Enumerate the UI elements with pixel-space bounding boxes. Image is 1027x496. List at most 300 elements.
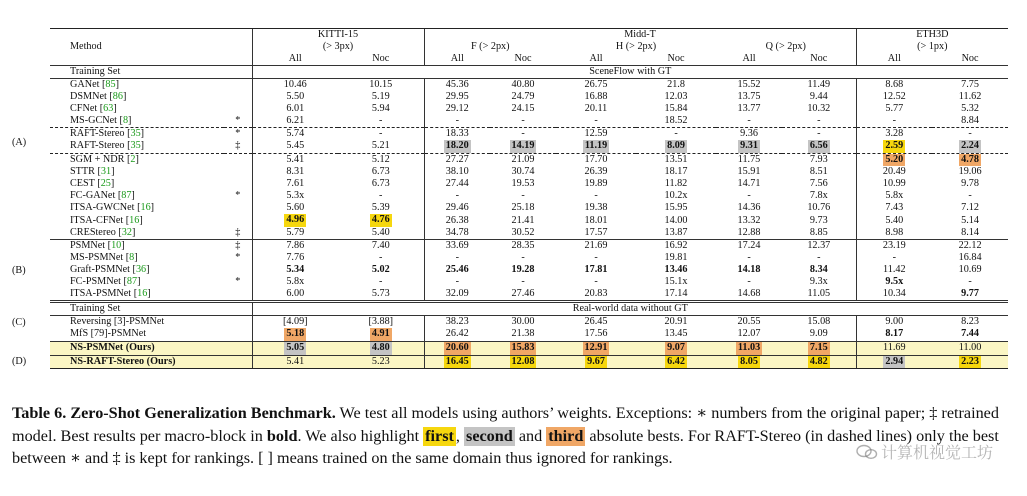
- group-label-a: (A): [12, 136, 27, 148]
- marker: [224, 214, 252, 227]
- value: 24.15: [511, 102, 535, 114]
- method-label: NS-PSMNet (Ours): [70, 342, 155, 354]
- value-cell: [424, 252, 490, 264]
- value-cell: [490, 288, 556, 302]
- value-cell: [252, 227, 338, 240]
- value: -: [521, 252, 525, 263]
- value-cell: [252, 341, 338, 355]
- value: 19.06: [958, 166, 982, 178]
- value-cell: [338, 316, 424, 329]
- value: 23.19: [882, 240, 906, 251]
- table-row: [50, 214, 1008, 227]
- value: 7.76: [286, 252, 305, 263]
- method-name: ITSA-GWCNet [16]: [70, 202, 155, 214]
- value: 19.53: [511, 178, 535, 190]
- value: 5.50: [286, 90, 305, 102]
- value-cell: [338, 153, 424, 166]
- value: 5.34: [286, 264, 305, 275]
- method-name: CEST [25]: [70, 178, 115, 190]
- citation-link[interactable]: 87: [126, 276, 138, 287]
- value-cell: [338, 91, 424, 103]
- value-cell: [556, 276, 636, 288]
- value-cell: [490, 153, 556, 166]
- value: -: [892, 252, 897, 263]
- value-cell: [424, 91, 490, 103]
- value-cell: [490, 328, 556, 341]
- value-cell: [252, 103, 338, 115]
- value-cell: [716, 252, 782, 264]
- table-row: [50, 202, 1008, 214]
- value: 9.67: [587, 355, 605, 367]
- header-noc: Noc: [338, 53, 424, 66]
- value-cell: [716, 115, 782, 128]
- value: 45.36: [445, 78, 469, 90]
- citation-link[interactable]: 10: [111, 240, 122, 251]
- method-name: MS-GCNet [8]: [50, 115, 224, 128]
- value-cell: [252, 178, 338, 190]
- value: 8.51: [809, 166, 828, 178]
- method-label: FC-PSMNet: [70, 276, 121, 287]
- header-method: Method: [70, 40, 102, 52]
- value-cell: [856, 316, 932, 329]
- value-cell: [636, 288, 716, 302]
- caption-title: Zero-Shot Generalization Benchmark.: [70, 404, 336, 422]
- value: 5.02: [371, 264, 390, 275]
- method-label: MfS [79]-PSMNet: [70, 328, 147, 340]
- table-row: [50, 341, 1008, 355]
- value: 15.84: [664, 102, 688, 114]
- value: 10.99: [882, 178, 906, 190]
- value: 9.3x: [809, 276, 828, 287]
- value: 19.28: [511, 264, 535, 275]
- value-cell: [490, 79, 556, 92]
- value-cell: [716, 128, 782, 141]
- value-cell: [932, 79, 1008, 92]
- caption-and: and: [514, 426, 547, 445]
- value-cell: [716, 91, 782, 103]
- value: 4.91: [371, 328, 390, 340]
- value-cell: [782, 190, 856, 202]
- value-cell: [782, 103, 856, 115]
- header-eth-sub: (> 1px): [856, 41, 1008, 53]
- value: -: [455, 276, 459, 287]
- value: 11.05: [807, 288, 831, 299]
- value: 30.74: [511, 166, 535, 178]
- value: -: [594, 190, 598, 202]
- value-cell: [716, 276, 782, 288]
- value-cell: [490, 115, 556, 128]
- value: 9.77: [961, 288, 979, 299]
- value-cell: [424, 166, 490, 178]
- value-cell: [932, 166, 1008, 178]
- value: 8.84: [961, 114, 979, 126]
- value: 12.08: [511, 355, 535, 367]
- value-cell: [856, 128, 932, 141]
- value: 15.08: [807, 316, 831, 327]
- value-cell: [636, 190, 716, 202]
- value: 19.89: [584, 178, 608, 190]
- value: 7.93: [809, 153, 828, 165]
- marker: *: [235, 127, 241, 139]
- header-row-1: [50, 29, 1008, 42]
- value: 5.40: [371, 227, 390, 238]
- value: 21.41: [511, 214, 535, 226]
- value: 20.55: [737, 316, 761, 327]
- value: 18.01: [584, 214, 608, 226]
- value-cell: [252, 166, 338, 178]
- value: 8.68: [885, 78, 904, 90]
- value-cell: [716, 190, 782, 202]
- section-center: SceneFlow with GT: [252, 66, 1008, 79]
- value-cell: [932, 202, 1008, 214]
- citation-link[interactable]: 16: [137, 288, 148, 299]
- citation-link[interactable]: 16: [129, 214, 140, 226]
- value-cell: [782, 240, 856, 253]
- value-cell: [490, 264, 556, 276]
- method-label: FC-GANet: [70, 190, 116, 202]
- value: 5.74: [286, 127, 305, 139]
- value: -: [379, 190, 383, 202]
- value-cell: [856, 202, 932, 214]
- value: 11.75: [737, 153, 761, 165]
- value-cell: [556, 341, 636, 355]
- value-cell: [252, 79, 338, 92]
- citation-link[interactable]: 8: [129, 252, 135, 263]
- value: 11.49: [807, 78, 831, 90]
- citation-link[interactable]: 35: [130, 127, 141, 139]
- value-cell: [932, 341, 1008, 355]
- value: 13.45: [664, 328, 688, 340]
- value: 4.80: [371, 341, 390, 353]
- value: 7.15: [809, 341, 828, 353]
- value: 17.24: [737, 240, 761, 251]
- value: 9.36: [740, 127, 758, 139]
- value-cell: [636, 316, 716, 329]
- value: 22.12: [958, 240, 982, 251]
- value: -: [594, 114, 598, 126]
- value: 38.10: [445, 166, 469, 178]
- value-cell: [636, 91, 716, 103]
- value: 5.41: [286, 355, 305, 367]
- table-row: [50, 140, 1008, 153]
- marker: *: [235, 276, 241, 287]
- value: 32.09: [445, 288, 469, 299]
- caption-second: second: [466, 426, 513, 445]
- section-row: [50, 302, 1008, 316]
- header-noc: Noc: [636, 53, 716, 66]
- value: 11.62: [958, 90, 982, 102]
- value-cell: [556, 178, 636, 190]
- table-row: [50, 79, 1008, 92]
- header-midd-f: F (> 2px): [424, 41, 556, 53]
- citation-link[interactable]: 16: [140, 202, 151, 214]
- table-row: [50, 328, 1008, 341]
- value-cell: [338, 240, 424, 253]
- value-cell: [556, 115, 636, 128]
- value-cell: [424, 264, 490, 276]
- value: -: [455, 252, 459, 263]
- value: 12.91: [584, 341, 608, 353]
- value-cell: [856, 355, 932, 369]
- value: 7.61: [286, 178, 305, 190]
- watermark: [856, 440, 993, 463]
- value-cell: [556, 214, 636, 227]
- method-name: ITSA-CFNet [16]: [70, 214, 143, 226]
- value: 15.91: [737, 166, 761, 178]
- method-label: PSMNet: [70, 240, 106, 251]
- method-label: RAFT-Stereo: [70, 127, 125, 139]
- caption-text-1: We test all models using authors’ weights. Exceptions: ∗ numbers from the original paper; ‡ retrained model. Best results per macro-block in: [12, 404, 999, 445]
- value-cell: [556, 202, 636, 214]
- watermark-text: 计算机视觉工坊: [880, 443, 993, 462]
- value: 26.39: [584, 166, 608, 178]
- marker: [224, 166, 252, 178]
- method-label: DSMNet: [70, 90, 107, 102]
- value: -: [817, 252, 821, 263]
- value-cell: [932, 214, 1008, 227]
- value: 11.69: [883, 342, 906, 354]
- value: 14.19: [511, 140, 535, 151]
- table-row: [50, 240, 1008, 253]
- citation-link[interactable]: 85: [105, 78, 116, 90]
- value: 8.14: [961, 227, 979, 238]
- header-row-2: [50, 41, 1008, 53]
- value: 2.59: [885, 140, 904, 151]
- value-cell: [424, 328, 490, 341]
- value: 12.52: [882, 90, 906, 102]
- value-cell: [490, 140, 556, 153]
- value: 18.52: [664, 114, 688, 126]
- method-label: ITSA-PSMNet: [70, 288, 132, 299]
- value-cell: [716, 240, 782, 253]
- value: 5.94: [371, 102, 390, 114]
- value: 20.91: [664, 316, 688, 327]
- value: 28.35: [511, 240, 535, 251]
- value: 11.00: [958, 342, 982, 354]
- value-cell: [636, 276, 716, 288]
- value-cell: [856, 166, 932, 178]
- marker: ‡: [235, 240, 241, 251]
- marker: [224, 316, 252, 329]
- value-cell: [556, 190, 636, 202]
- value-cell: [490, 178, 556, 190]
- value-cell: [856, 264, 932, 276]
- value-cell: [636, 264, 716, 276]
- value: 6.01: [286, 102, 305, 114]
- value-cell: [856, 178, 932, 190]
- citation-link[interactable]: 8: [122, 114, 129, 126]
- citation-link[interactable]: 31: [100, 166, 112, 178]
- value: -: [521, 114, 525, 126]
- marker: [224, 103, 252, 115]
- value-cell: [424, 140, 490, 153]
- value-cell: [424, 276, 490, 288]
- value-cell: [782, 153, 856, 166]
- method-label: NS-RAFT-Stereo (Ours): [70, 355, 176, 367]
- header-all: All: [716, 53, 782, 66]
- value: -: [455, 114, 459, 126]
- section-left: Training Set: [50, 66, 224, 79]
- citation-link[interactable]: 2: [130, 153, 136, 165]
- value: -: [379, 276, 383, 287]
- value-cell: [490, 91, 556, 103]
- citation-link[interactable]: 35: [130, 140, 141, 152]
- value-cell: [424, 341, 490, 355]
- value-cell: [856, 341, 932, 355]
- value: 7.56: [809, 178, 828, 190]
- value: 13.46: [664, 264, 688, 275]
- value: 5.79: [286, 227, 305, 238]
- value-cell: [856, 252, 932, 264]
- value-cell: [856, 115, 932, 128]
- value-cell: [932, 227, 1008, 240]
- value-cell: [338, 190, 424, 202]
- table-row: [50, 91, 1008, 103]
- citation-link[interactable]: 86: [112, 90, 123, 102]
- value-cell: [424, 355, 490, 369]
- caption-text-2: . We also highlight: [297, 426, 424, 445]
- citation-link[interactable]: 87: [121, 190, 132, 202]
- marker: [224, 264, 252, 276]
- value: 33.69: [445, 240, 469, 251]
- marker: ‡: [224, 227, 252, 240]
- section-row: [50, 66, 1008, 79]
- value: 6.73: [371, 166, 390, 178]
- value-cell: [636, 178, 716, 190]
- header-all: All: [252, 53, 338, 66]
- value-cell: [856, 240, 932, 253]
- value: 20.11: [584, 102, 608, 114]
- value: 5.19: [371, 90, 390, 102]
- value-cell: [636, 202, 716, 214]
- value: 7.75: [961, 78, 979, 90]
- value-cell: [716, 355, 782, 369]
- value: 17.14: [664, 288, 688, 299]
- value: 6.00: [286, 288, 305, 299]
- value: 14.68: [737, 288, 761, 299]
- value: 9.44: [809, 90, 828, 102]
- value: 4.76: [371, 214, 390, 226]
- value-cell: [636, 128, 716, 141]
- value-cell: [716, 153, 782, 166]
- section-left: Training Set: [50, 302, 224, 316]
- marker: [224, 355, 252, 369]
- value-cell: [856, 153, 932, 166]
- value-cell: [556, 227, 636, 240]
- value: 12.88: [737, 227, 761, 238]
- value: 2.24: [961, 140, 979, 151]
- value-cell: [338, 140, 424, 153]
- method-name: [12, 316, 224, 329]
- value: 5.77: [885, 102, 904, 114]
- value: 24.79: [511, 90, 535, 102]
- value-cell: [782, 341, 856, 355]
- value-cell: [636, 252, 716, 264]
- value: 3.28: [885, 127, 904, 139]
- value: 20.49: [882, 166, 906, 178]
- value: 5.40: [885, 214, 904, 226]
- value: 11.82: [664, 178, 688, 190]
- value: 8.98: [885, 227, 904, 238]
- benchmark-table: [12, 28, 1008, 369]
- value: 8.31: [286, 166, 305, 178]
- citation-link[interactable]: 36: [135, 264, 147, 275]
- value-cell: [252, 153, 338, 166]
- citation-link[interactable]: 32: [121, 227, 132, 238]
- value-cell: [782, 214, 856, 227]
- value-cell: [782, 91, 856, 103]
- value-cell: [338, 328, 424, 341]
- value: 12.03: [664, 90, 688, 102]
- value: -: [968, 190, 972, 202]
- method-name: STTR [31]: [70, 166, 115, 178]
- value-cell: [932, 288, 1008, 302]
- value: 8.17: [885, 328, 904, 340]
- value: 9.00: [885, 316, 904, 327]
- value-cell: [782, 79, 856, 92]
- value-cell: [716, 178, 782, 190]
- value: 17.70: [584, 153, 608, 165]
- value: 6.42: [667, 355, 685, 367]
- method-name: ITSA-PSMNet [16]: [50, 288, 224, 302]
- value-cell: [424, 214, 490, 227]
- value-cell: [252, 328, 338, 341]
- value-cell: [782, 355, 856, 369]
- marker: [224, 153, 252, 166]
- value-cell: [932, 115, 1008, 128]
- value-cell: [856, 190, 932, 202]
- method-label: SGM + NDR: [70, 153, 125, 165]
- value-cell: [252, 288, 338, 302]
- value: -: [892, 114, 897, 126]
- value-cell: [636, 328, 716, 341]
- value: 21.09: [511, 153, 535, 165]
- value: 29.46: [445, 202, 469, 214]
- value: 5.39: [371, 202, 390, 214]
- value-cell: [782, 276, 856, 288]
- header-eth: ETH3D: [856, 29, 1008, 42]
- value: 5.41: [286, 153, 305, 165]
- value-cell: [556, 264, 636, 276]
- value-cell: [338, 103, 424, 115]
- value: 5.18: [286, 328, 305, 340]
- value-cell: [782, 166, 856, 178]
- value-cell: [338, 276, 424, 288]
- citation-link[interactable]: 63: [103, 102, 114, 114]
- value-cell: [782, 316, 856, 329]
- value-cell: [782, 252, 856, 264]
- value-cell: [636, 355, 716, 369]
- value: 7.40: [371, 240, 390, 251]
- citation-link[interactable]: 25: [100, 178, 111, 190]
- value-cell: [556, 252, 636, 264]
- value-cell: [636, 214, 716, 227]
- value: 6.73: [371, 178, 390, 190]
- value: 6.21: [286, 114, 305, 126]
- header-all: All: [856, 53, 932, 66]
- value: 10.69: [958, 264, 982, 275]
- table-row: [50, 178, 1008, 190]
- value: 8.34: [809, 264, 828, 275]
- value: 11.03: [737, 341, 761, 353]
- header-all: All: [556, 53, 636, 66]
- value: 5.21: [371, 140, 390, 152]
- method-label: ITSA-GWCNet: [70, 202, 135, 214]
- value-cell: [490, 128, 556, 141]
- table-row: [50, 115, 1008, 128]
- value: -: [817, 114, 821, 126]
- value: 8.05: [740, 355, 758, 367]
